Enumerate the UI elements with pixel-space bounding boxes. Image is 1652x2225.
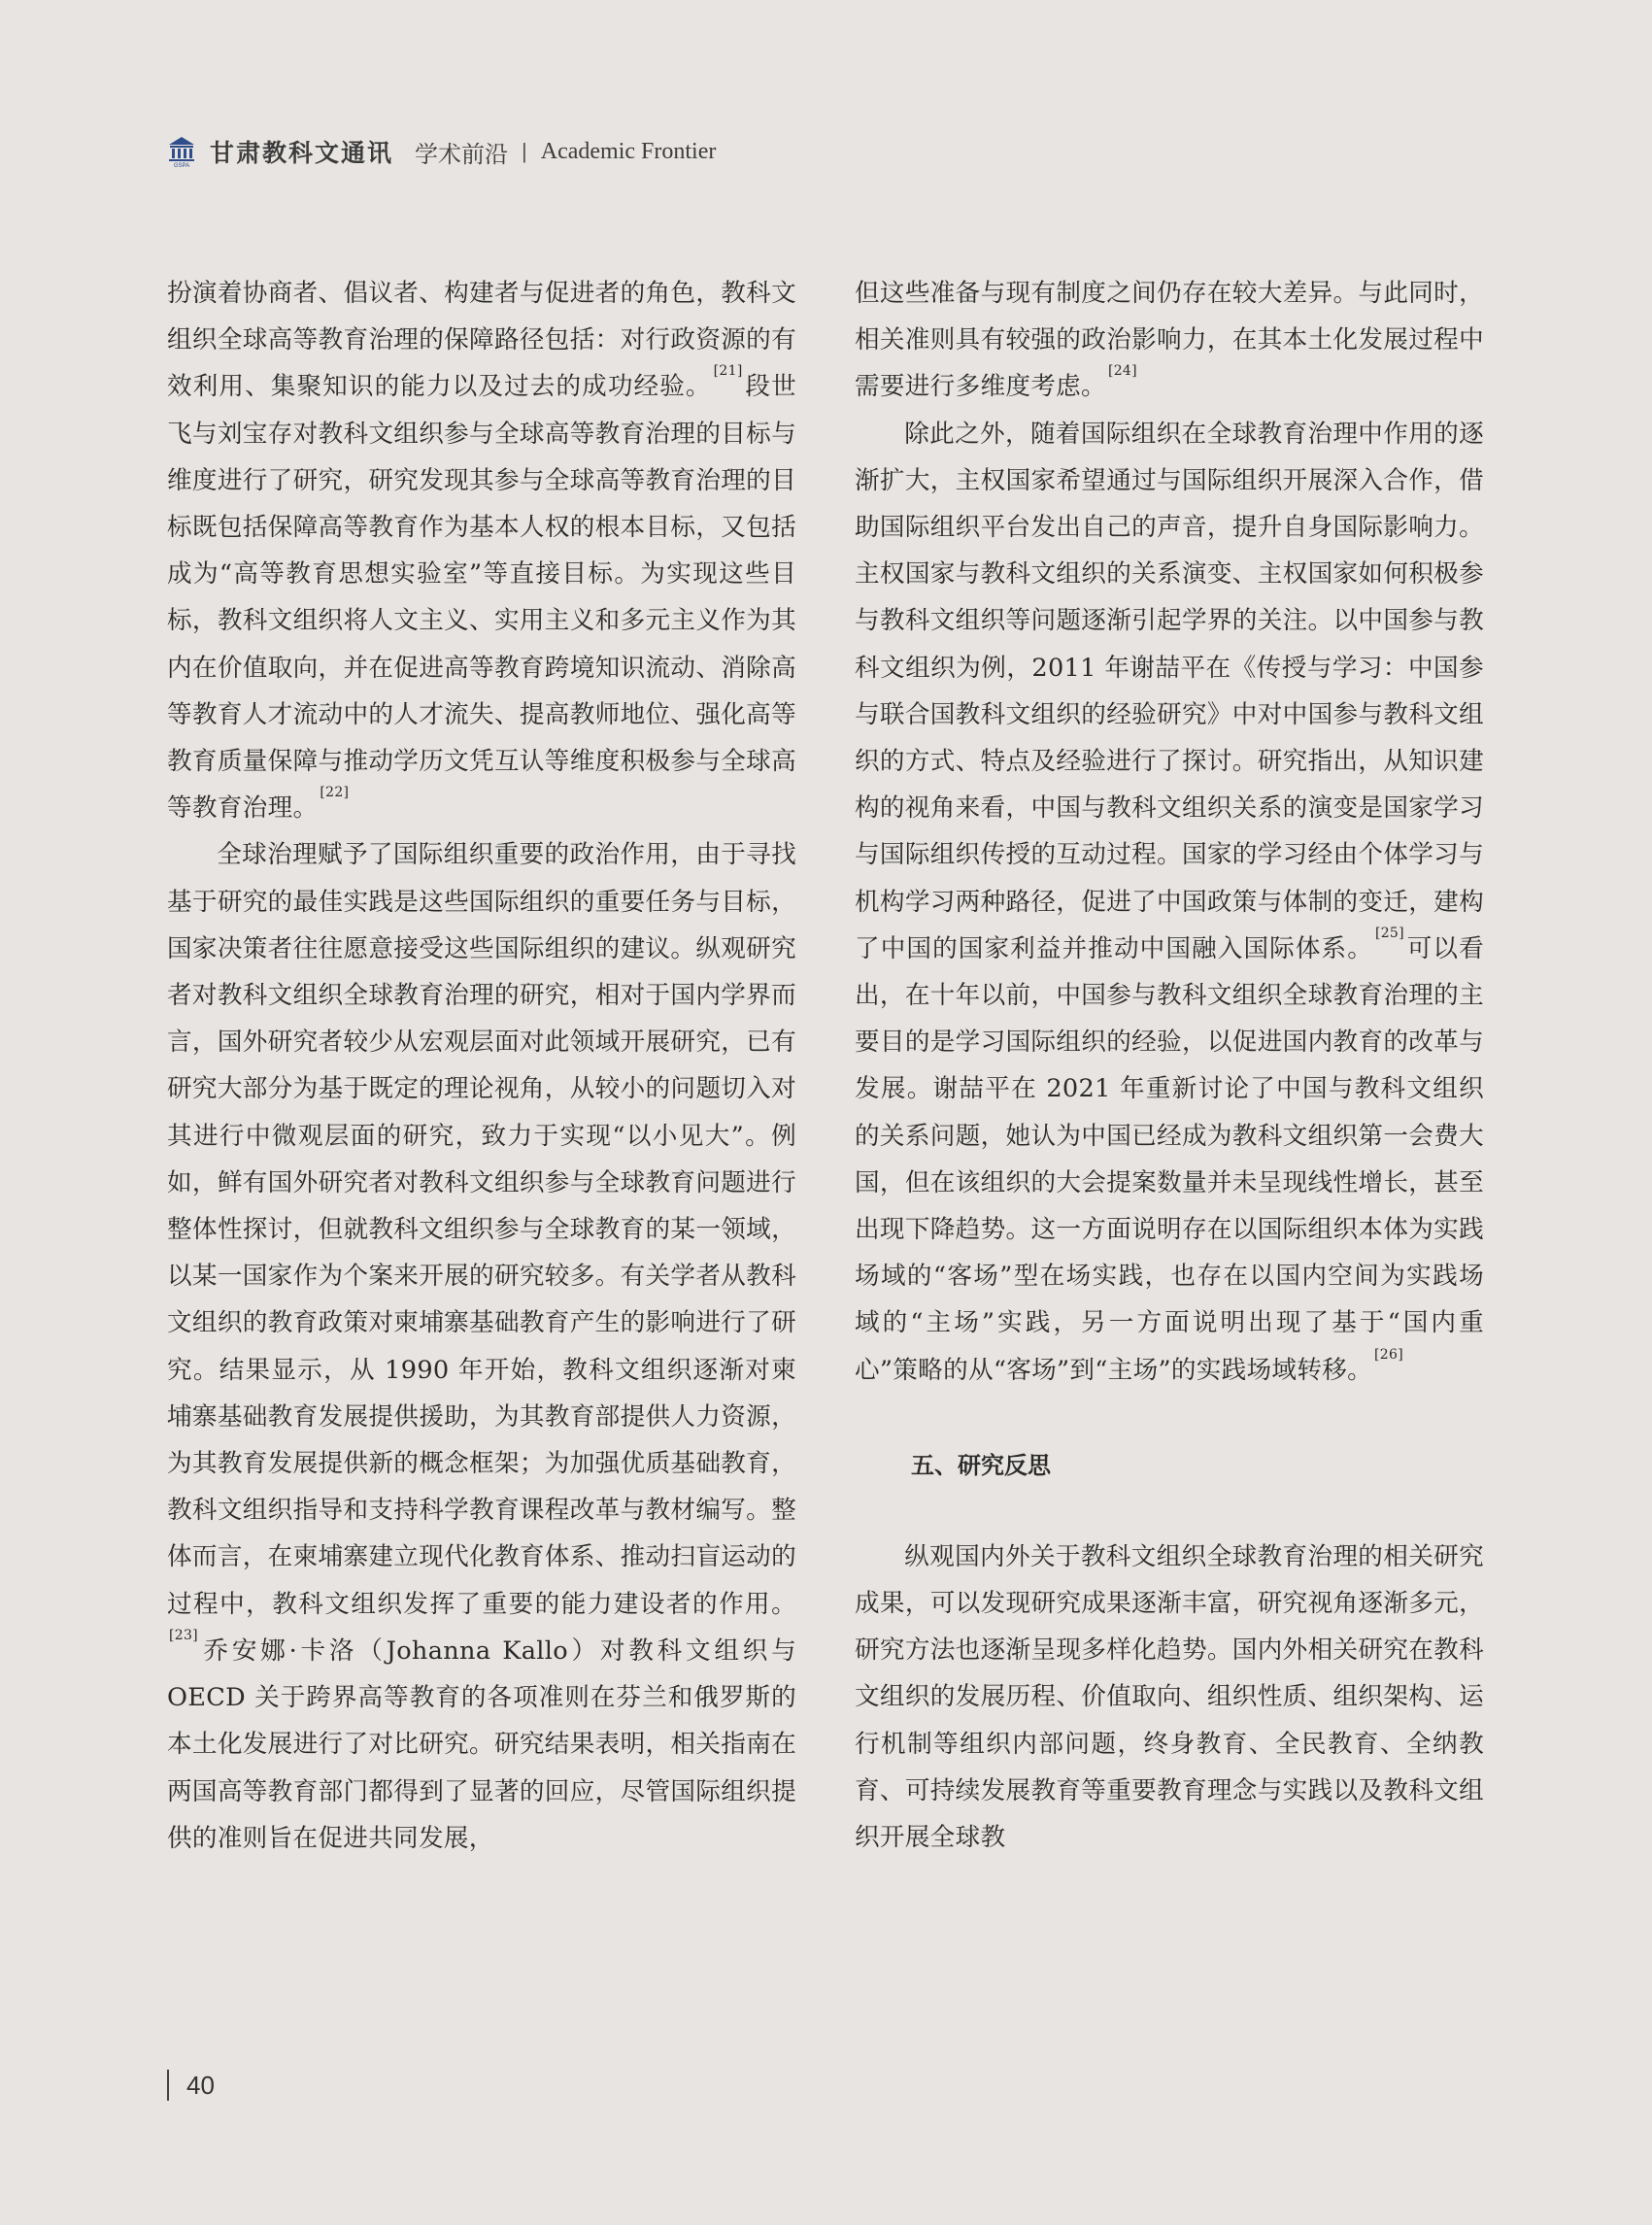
paragraph-text: 除此之外，随着国际组织在全球教育治理中作用的逐渐扩大，主权国家希望通过与国际组织开展深入合作，借助国际组织平台发出自己的声音，提升自身国际影响力。主权国家与教科文组织的关系演变、主权国家如何积极参与教科文组织等问题逐渐引起学界的关注。以中国参与教科文组织为例，2011 年谢喆平在《传授与学习：中国参与联合国教科文组织的经验研究》中对中国参与教科文组织的方式、特点及经验进行了探讨。研究指出，从知识建构的视角来看，中国与教科文组织关系的演变是国家学习与国际组织传授的互动过程。国家的学习经由个体学习与机构学习两种路径，促进了中国政策与体制的变迁，建构了中国的国家利益并推动中国融入国际体系。 (855, 419, 1484, 963)
page-footer (167, 2070, 215, 2101)
paragraph-text: 段世飞与刘宝存对教科文组织参与全球高等教育治理的目标与维度进行了研究，研究发现其参与全球高等教育治理的目标既包括保障高等教育作为基本人权的根本目标，又包括成为“高等教育思想实验室”等直接目标。为实现这些目标，教科文组织将人文主义、实用主义和多元主义作为其内在价值取向，并在促进高等教育跨境知识流动、消除高等教育人才流动中的人才流失、提高教师地位、强化高等教育质量保障与推动学历文凭互认等维度积极参与全球高等教育治理。 (167, 372, 796, 824)
paragraph-text: 但这些准备与现有制度之间仍存在较大差异。与此同时，相关准则具有较强的政治影响力，在其本土化发展过程中需要进行多维度考虑。 (855, 279, 1484, 402)
citation-ref-25[interactable]: [25] (1374, 925, 1404, 941)
paragraph-text: 全球治理赋予了国际组织重要的政治作用，由于寻找基于研究的最佳实践是这些国际组织的重要任务与目标，国家决策者往往愿意接受这些国际组织的建议。纵观研究者对教科文组织全球教育治理的研究，相对于国内学界而言，国外研究者较少从宏观层面对此领域开展研究，已有研究大部分为基于既定的理论视角，从较小的问题切入对其进行中微观层面的研究，致力于实现“以小见大”。例如，鲜有国外研究者对教科文组织参与全球教育问题进行整体性探讨，但就教科文组织参与全球教育的某一领域，以某一国家作为个案来开展的研究较多。有关学者从教科文组织的教育政策对柬埔寨基础教育产生的影响进行了研究。结果显示，从 1990 年开始，教科文组织逐渐对柬埔寨基础教育发展提供援助，为其教育部提供人力资源，为其教育发展提供新的概念框架；为加强优质基础教育，教科文组织指导和支持科学教育课程改革与教材编写。整体而言，在柬埔寨建立现代化教育体系、推动扫盲运动的过程中，教科文组织发挥了重要的能力建设者的作用。 (167, 840, 796, 1619)
section-name: 学术前沿 (415, 140, 509, 168)
right-column (855, 270, 1484, 1861)
journal-name: 甘肃教科文通讯 (210, 139, 394, 167)
header-separator: | (522, 139, 527, 163)
right-paragraph-1 (855, 270, 1484, 411)
paragraph-text: 扮演着协商者、倡议者、构建者与促进者的角色，教科文组织全球高等教育治理的保障路径包括：对行政资源的有效利用、集聚知识的能力以及过去的成功经验。 (167, 279, 796, 402)
paragraph-text: 纵观国内外关于教科文组织全球教育治理的相关研究成果，可以发现研究成果逐渐丰富，研究视角逐渐多元，研究方法也逐渐呈现多样化趋势。国内外相关研究在教科文组织的发展历程、价值取向、组织性质、组织架构、运行机制等组织内部问题，终身教育、全民教育、全纳教育、可持续发展教育等重要教育理念与实践以及教科文组织开展全球教 (855, 1541, 1484, 1853)
page-header (167, 132, 716, 171)
right-paragraph-3 (855, 1534, 1484, 1861)
left-paragraph-1 (167, 270, 796, 831)
left-column (167, 270, 796, 1862)
bank-building-icon (167, 135, 196, 168)
left-paragraph-2 (167, 831, 796, 1861)
citation-ref-23[interactable]: [23] (169, 1627, 198, 1643)
right-paragraph-2 (855, 411, 1484, 1394)
citation-ref-21[interactable]: [21] (713, 363, 743, 380)
paragraph-text: 乔安娜·卡洛（Johanna Kallo）对教科文组织与 OECD 关于跨界高等教育的各项准则在芬兰和俄罗斯的本土化发展进行了对比研究。研究结果表明，相关指南在两国高等教育部门都得到了显著的回应，尽管国际组织提供的准则旨在促进共同发展， (167, 1635, 796, 1853)
logo-text: GSPA (173, 163, 190, 168)
section-name-english: Academic Frontier (540, 138, 717, 164)
section-heading: 五、研究反思 (911, 1451, 1051, 1479)
footer-divider (167, 2070, 169, 2101)
citation-ref-26[interactable]: [26] (1374, 1346, 1403, 1363)
citation-ref-22[interactable]: [22] (320, 785, 350, 801)
paragraph-text: 可以看出，在十年以前，中国参与教科文组织全球教育治理的主要目的是学习国际组织的经验，以促进国内教育的改革与发展。谢喆平在 2021 年重新讨论了中国与教科文组织的关系问题，她认为中国已经成为教科文组织第一会费大国，但在该组织的大会提案数量并未呈现线性增长，甚至出现下降趋势。这一方面说明存在以国际组织本体为实践场域的“客场”型在场实践，也存在以国内空间为实践场域的“主场”实践，另一方面说明出现了基于“国内重心”策略的从“客场”到“主场”的实践场域转移。 (855, 933, 1484, 1385)
page-number: 40 (186, 2070, 215, 2100)
citation-ref-24[interactable]: [24] (1107, 363, 1137, 380)
